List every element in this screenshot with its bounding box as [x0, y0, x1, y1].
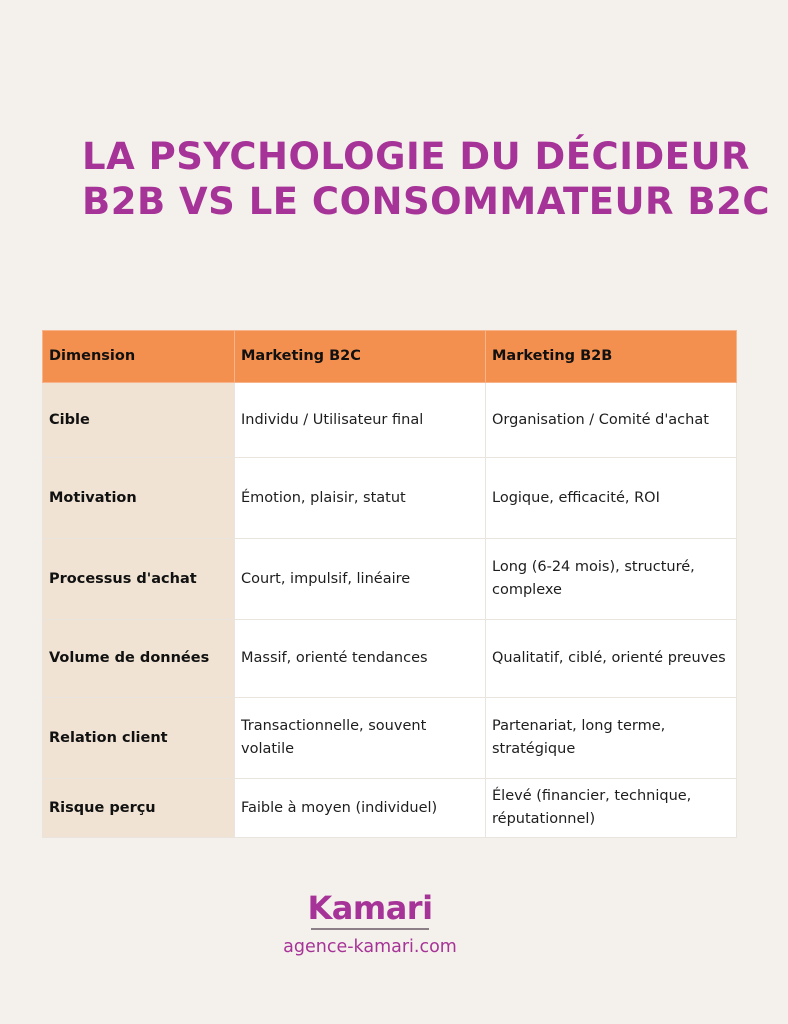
header-dimension: Dimension	[43, 331, 235, 383]
table-row	[43, 539, 737, 620]
logo-underline	[311, 928, 429, 930]
table-row	[43, 698, 737, 779]
page-title	[82, 134, 771, 224]
kamari-logo	[0, 888, 740, 930]
row-dimension: Relation client	[43, 698, 235, 779]
row-b2b-value: Élevé (financier, technique, réputationnel)	[486, 779, 737, 838]
header-marketing-b2b: Marketing B2B	[486, 331, 737, 383]
row-b2b-value: Organisation / Comité d'achat	[486, 383, 737, 458]
row-b2c-value: Transactionnelle, souvent volatile	[235, 698, 486, 779]
row-dimension: Volume de données	[43, 620, 235, 698]
row-b2c-value: Émotion, plaisir, statut	[235, 458, 486, 539]
table-row	[43, 458, 737, 539]
row-b2b-value: Qualitatif, ciblé, orienté preuves	[486, 620, 737, 698]
table-header-row	[43, 331, 737, 383]
header-marketing-b2c: Marketing B2C	[235, 331, 486, 383]
table-row	[43, 620, 737, 698]
comparison-table	[42, 330, 737, 838]
page-title-line-1: LA PSYCHOLOGIE DU DÉCIDEUR	[82, 135, 750, 178]
row-b2b-value: Partenariat, long terme, stratégique	[486, 698, 737, 779]
table-row	[43, 779, 737, 838]
row-dimension: Processus d'achat	[43, 539, 235, 620]
row-dimension: Cible	[43, 383, 235, 458]
brand-name: Kamari	[307, 889, 433, 927]
table-row	[43, 383, 737, 458]
row-b2c-value: Massif, orienté tendances	[235, 620, 486, 698]
row-b2c-value: Individu / Utilisateur final	[235, 383, 486, 458]
row-b2b-value: Logique, efficacité, ROI	[486, 458, 737, 539]
row-b2b-value: Long (6-24 mois), structuré, complexe	[486, 539, 737, 620]
row-b2c-value: Court, impulsif, linéaire	[235, 539, 486, 620]
page-title-line-2: B2B VS LE CONSOMMATEUR B2C	[82, 180, 771, 223]
row-b2c-value: Faible à moyen (individuel)	[235, 779, 486, 838]
website-link[interactable]: agence-kamari.com	[283, 937, 457, 957]
row-dimension: Motivation	[43, 458, 235, 539]
row-dimension: Risque perçu	[43, 779, 235, 838]
